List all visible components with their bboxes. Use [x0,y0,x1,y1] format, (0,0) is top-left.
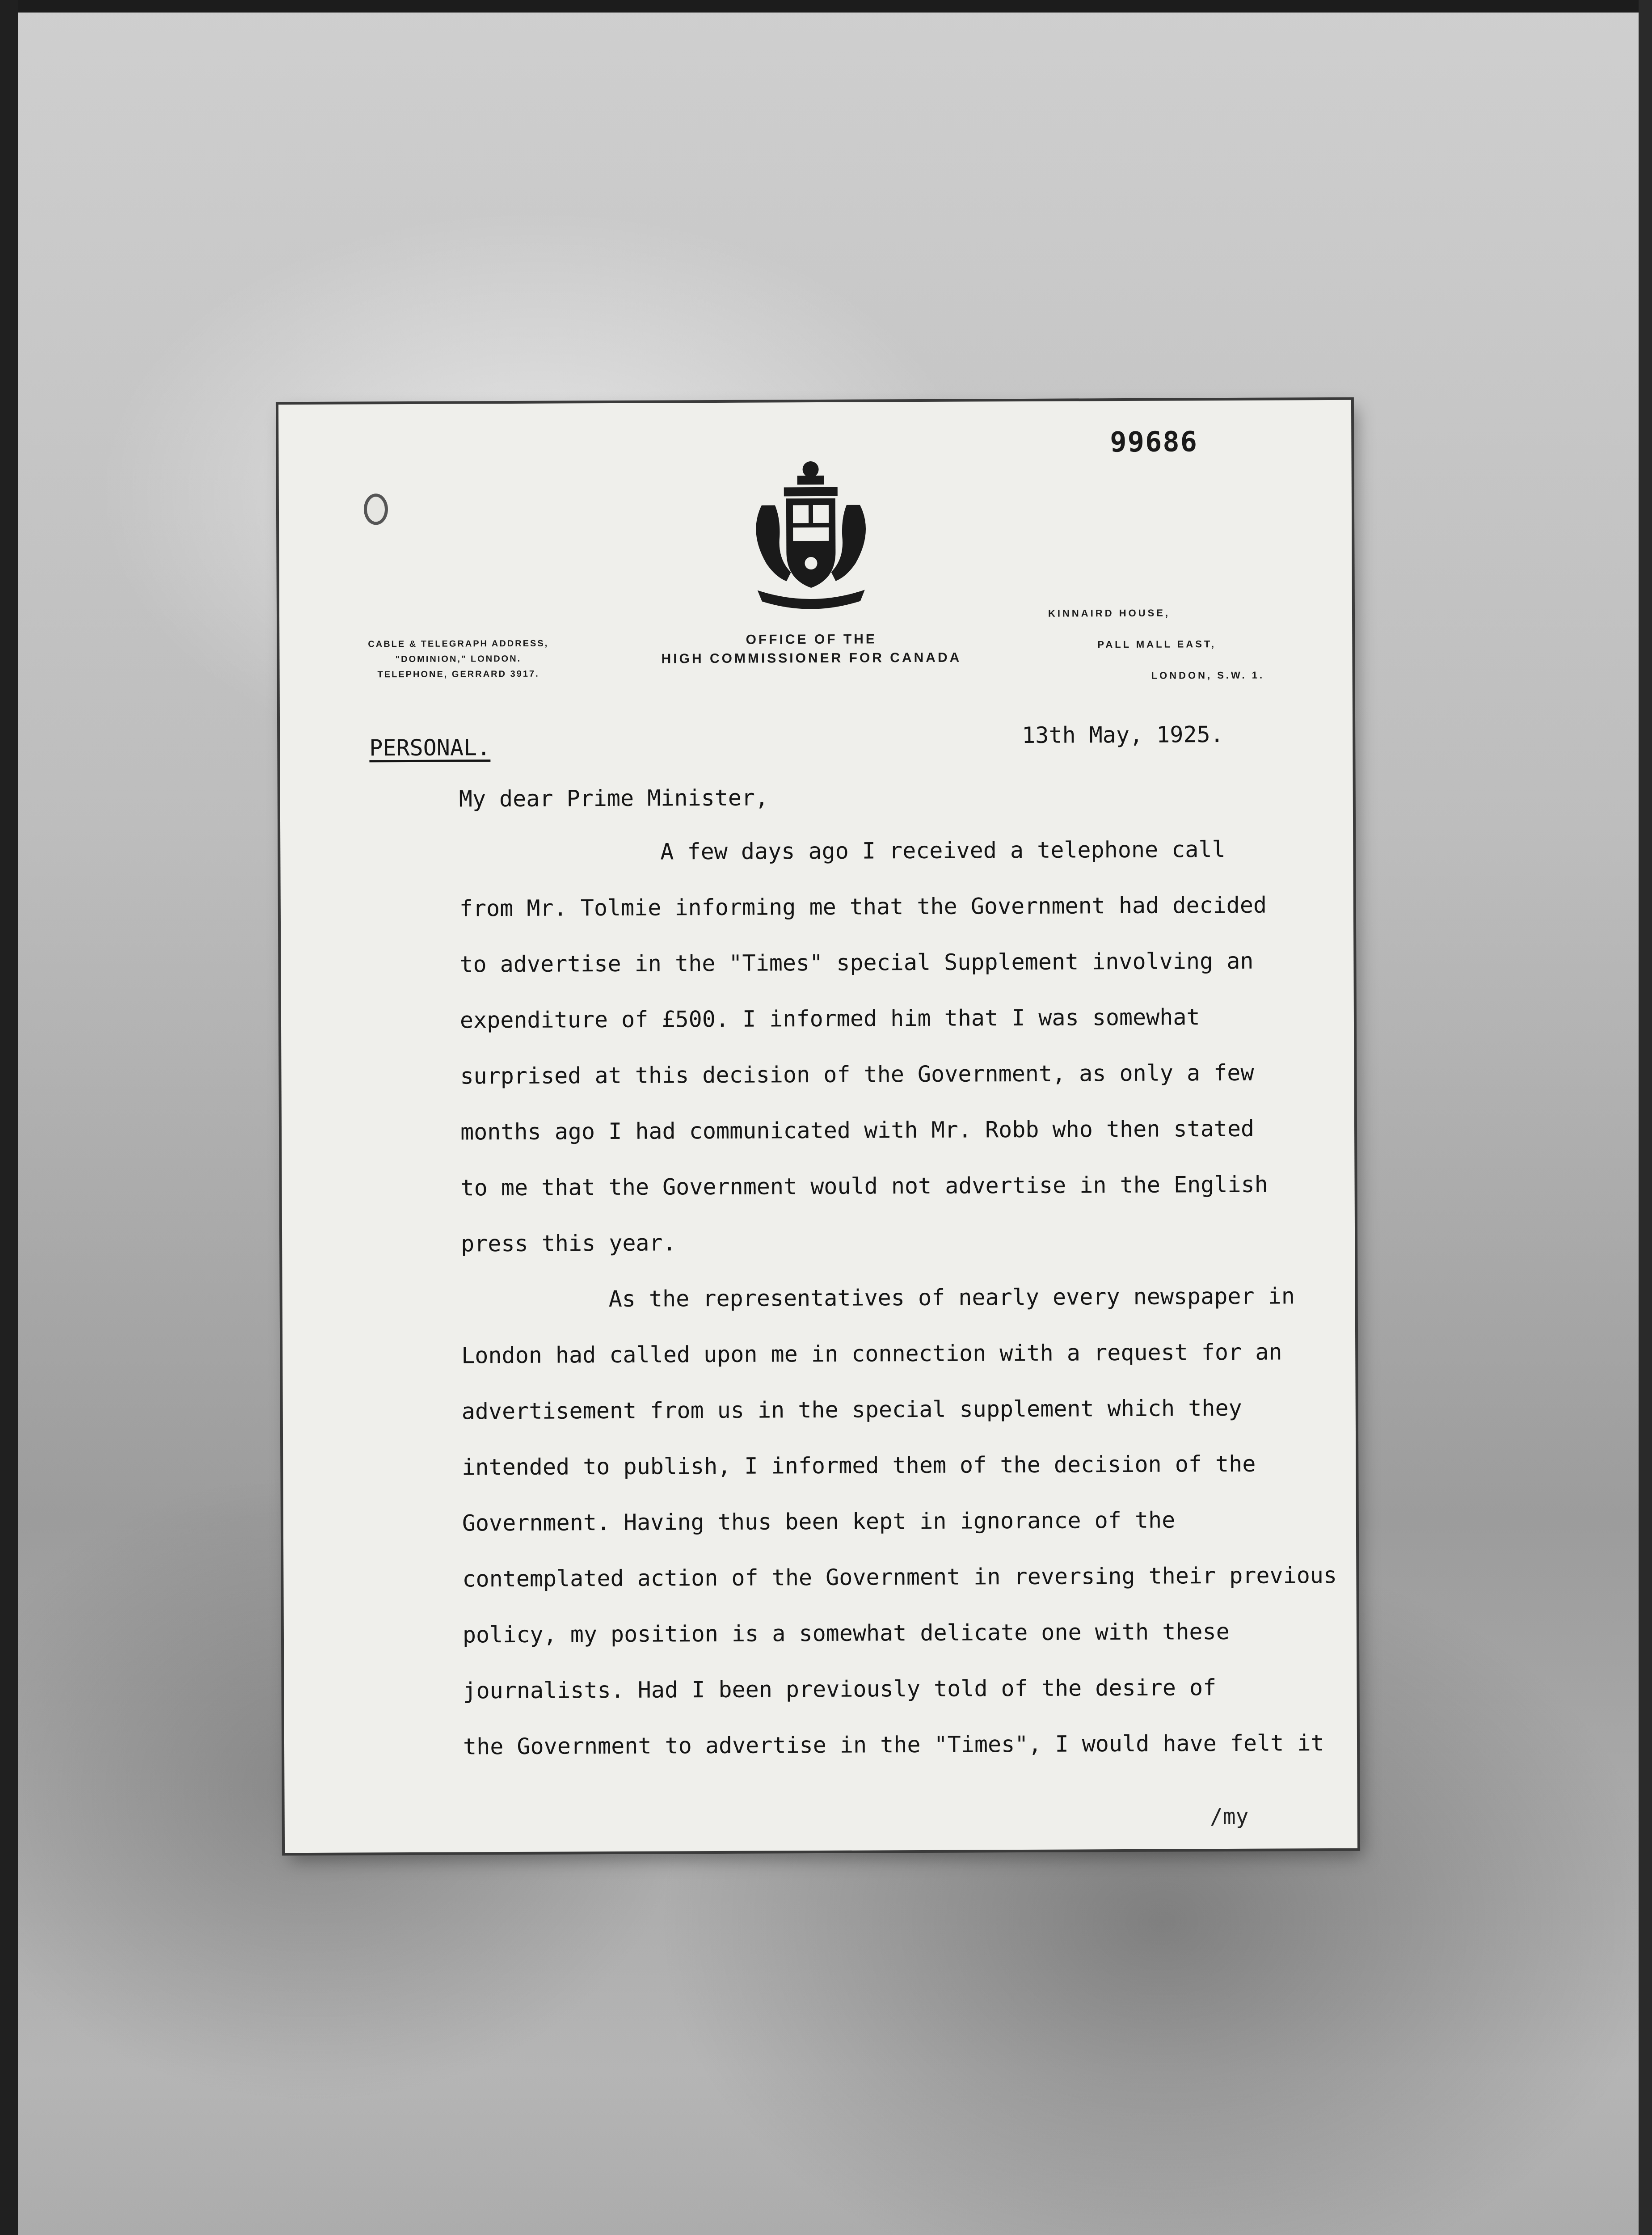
body-line: intended to publish, I informed them of the decision of the [462,1451,1256,1480]
address-block [1048,597,1299,692]
body-line: the Government to advertise in the "Times", I would have felt it [463,1730,1324,1760]
continuation-mark: /my [1210,1804,1249,1830]
body-line: expenditure of £500. I informed him that I was somewhat [459,1004,1200,1033]
body-line: months ago I had communicated with Mr. Robb who then stated [460,1115,1255,1145]
address-line: PALL MALL EAST, [1097,638,1217,650]
letter-sheet [278,400,1357,1853]
cable-line: TELEPHONE, GERRARD 3917. [377,669,539,680]
cable-line: "DOMINION," LONDON. [395,654,522,665]
punch-hole [364,493,388,525]
address-line: LONDON, S.W. 1. [1151,669,1265,681]
body-line: to me that the Government would not advertise in the English [460,1171,1268,1201]
film-border-right [1639,0,1652,2235]
body-line: surprised at this decision of the Government, as only a few [460,1059,1254,1089]
address-line: KINNAIRD HOUSE, [1048,607,1171,619]
office-line: HIGH COMMISSIONER FOR CANADA [661,650,962,666]
body-line: press this year. [461,1230,676,1257]
cable-line: CABLE & TELEGRAPH ADDRESS, [368,638,549,649]
body-line: Government. Having thus been kept in ignorance of the [462,1507,1176,1536]
body-line: policy, my position is a somewhat delicate one with these [462,1618,1230,1648]
body-line: from Mr. Tolmie informing me that the Government had decided [459,892,1267,922]
film-border-left [0,0,18,2235]
personal-heading: PERSONAL. [369,734,491,761]
body-line: As the representatives of nearly every newspaper in [608,1283,1295,1312]
salutation: My dear Prime Minister, [459,784,769,812]
office-heading [628,629,995,669]
letter-date: 13th May, 1925. [1022,721,1224,749]
body-line: advertisement from us in the special supplement which they [461,1395,1242,1425]
office-line: OFFICE OF THE [746,632,877,647]
body-line: A few days ago I received a telephone call [660,836,1226,865]
coat-of-arms-icon [743,455,878,612]
body-line: to advertise in the "Times" special Supplement involving an [459,948,1254,978]
film-border-top [0,0,1652,13]
cable-address-block [346,636,570,682]
body-line: journalists. Had I been previously told of the desire of [463,1674,1217,1704]
document-number: 99686 [1110,425,1198,459]
body-line: contemplated action of the Government in reversing their previous [462,1562,1337,1592]
body-line: London had called upon me in connection with a request for an [461,1339,1282,1369]
